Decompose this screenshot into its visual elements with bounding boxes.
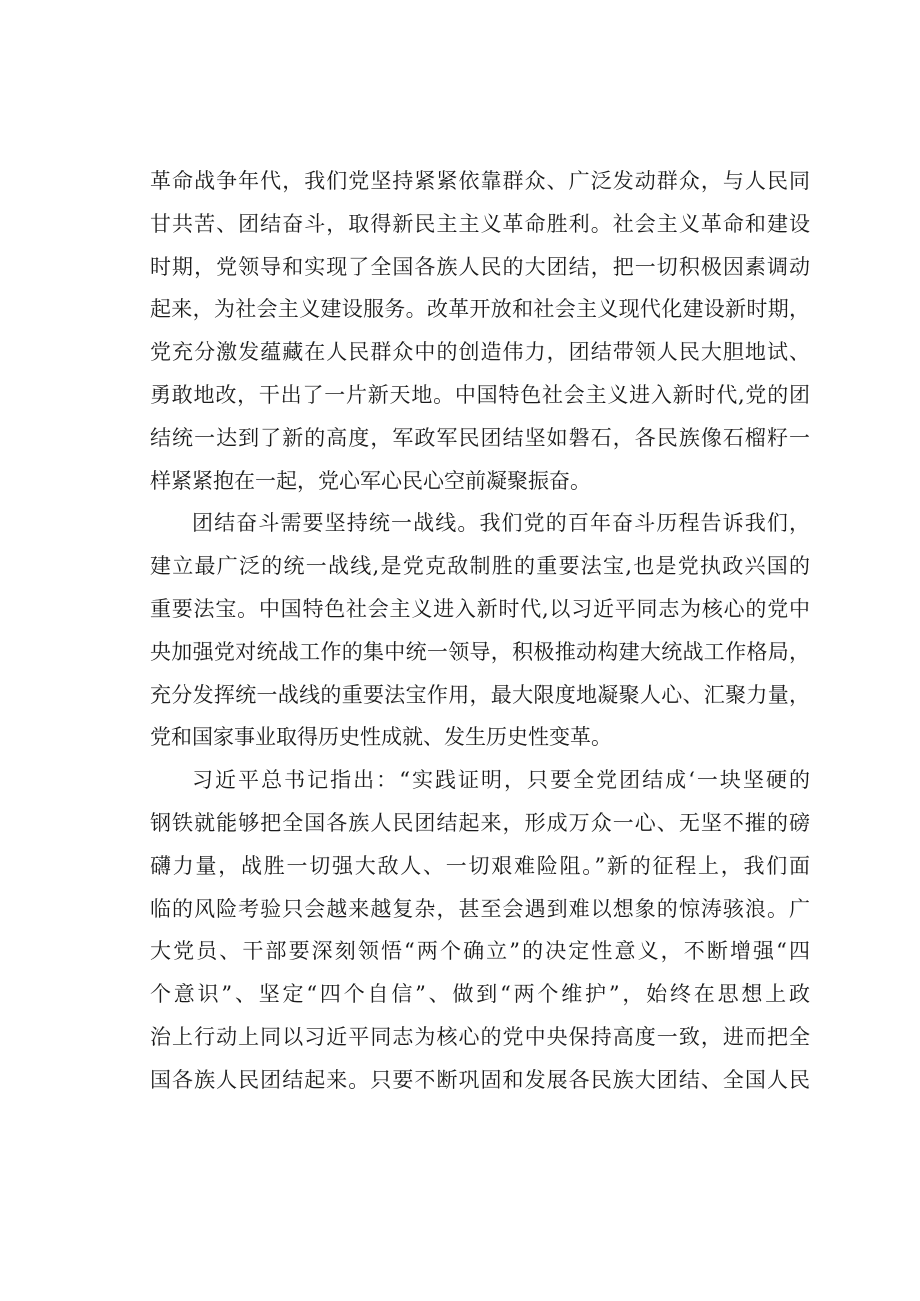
text-line: 央加强党对统战工作的集中统一领导，积极推动构建大统战工作格局， bbox=[150, 639, 810, 664]
text-line: 钢铁就能够把全国各族人民团结起来，形成万众一心、无坚不摧的磅 bbox=[150, 810, 810, 835]
paragraph-2 bbox=[150, 502, 810, 759]
text-line: 治上行动上同以习近平同志为核心的党中央保持高度一致，进而把全 bbox=[150, 1024, 810, 1049]
text-line: 重要法宝。中国特色社会主义进入新时代,以习近平同志为核心的党中 bbox=[150, 596, 810, 621]
text-line: 充分发挥统一战线的重要法宝作用，最大限度地凝聚人心、汇聚力量， bbox=[150, 682, 810, 707]
text-line: 大党员、干部要深刻领悟“两个确立”的决定性意义，不断增强“四 bbox=[150, 939, 810, 964]
text-line: 样紧紧抱在一起，党心军心民心空前凝聚振奋。 bbox=[150, 468, 591, 493]
text-line: 团结奋斗需要坚持统一战线。我们党的百年奋斗历程告诉我们， bbox=[192, 511, 810, 536]
text-line: 结统一达到了新的高度，军政军民团结坚如磐石，各民族像石榴籽一 bbox=[150, 425, 810, 450]
paragraph-1 bbox=[150, 160, 810, 502]
text-line: 时期，党领导和实现了全国各族人民的大团结，把一切积极因素调动 bbox=[150, 254, 810, 279]
text-line: 甘共苦、团结奋斗，取得新民主主义革命胜利。社会主义革命和建设 bbox=[150, 211, 810, 236]
text-line: 个意识”、坚定“四个自信”、做到“两个维护”，始终在思想上政 bbox=[150, 982, 810, 1007]
text-line: 建立最广泛的统一战线,是党克敌制胜的重要法宝,也是党执政兴国的 bbox=[150, 554, 810, 579]
text-line: 礴力量，战胜一切强大敌人、一切艰难险阻。”新的征程上，我们面 bbox=[150, 853, 810, 878]
text-line: 党和国家事业取得历史性成就、发生历史性变革。 bbox=[150, 725, 612, 750]
document-body bbox=[150, 160, 810, 1102]
text-line: 党充分激发蕴藏在人民群众中的创造伟力，团结带领人民大胆地试、 bbox=[150, 340, 810, 365]
text-line: 起来，为社会主义建设服务。改革开放和社会主义现代化建设新时期， bbox=[150, 297, 810, 322]
text-line: 革命战争年代，我们党坚持紧紧依靠群众、广泛发动群众，与人民同 bbox=[150, 169, 810, 193]
paragraph-3 bbox=[150, 759, 810, 1101]
text-line: 习近平总书记指出：“实践证明，只要全党团结成‘一块坚硬的 bbox=[192, 768, 810, 793]
text-line: 临的风险考验只会越来越复杂，甚至会遇到难以想象的惊涛骇浪。广 bbox=[150, 896, 810, 921]
text-line: 国各族人民团结起来。只要不断巩固和发展各民族大团结、全国人民 bbox=[150, 1067, 810, 1092]
text-line: 勇敢地改，干出了一片新天地。中国特色社会主义进入新时代,党的团 bbox=[150, 382, 810, 407]
